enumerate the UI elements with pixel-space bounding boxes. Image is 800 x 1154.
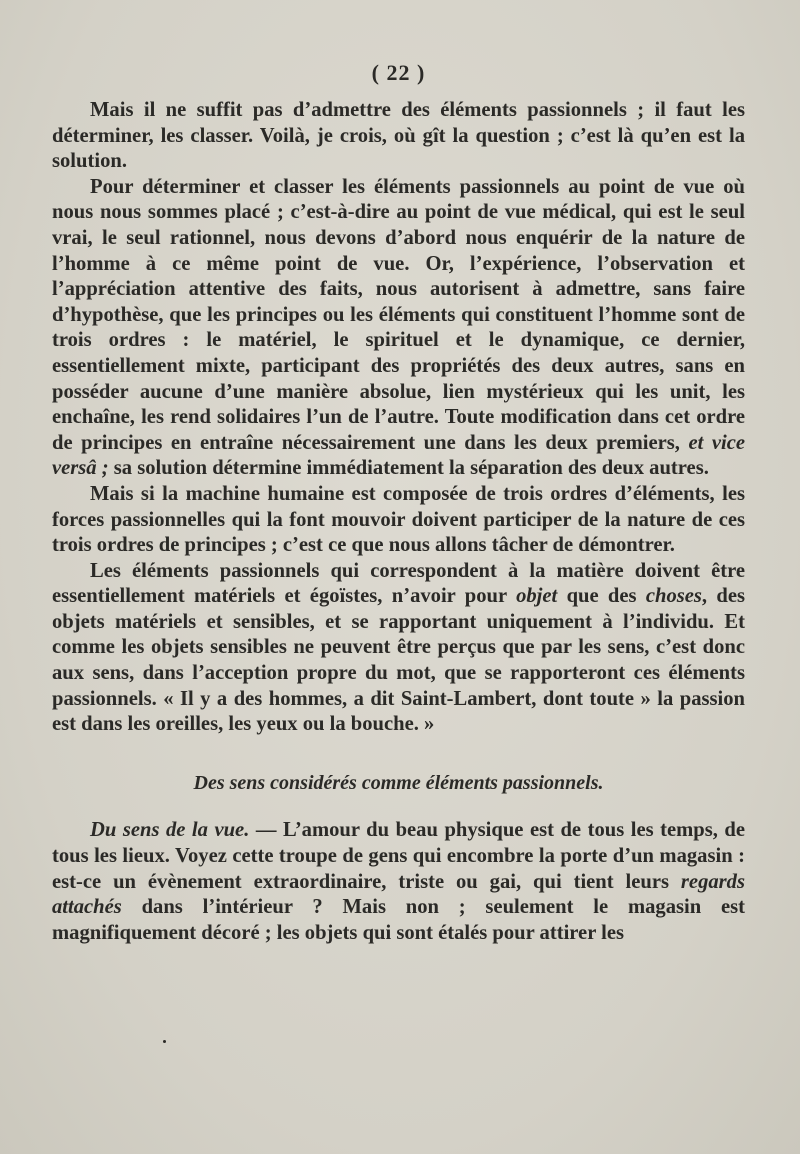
- italic-text: et vice versâ ;: [52, 431, 745, 480]
- text-run: sa solution détermine immédiatement la séparation des deux autres.: [108, 457, 709, 480]
- paragraph: [52, 175, 745, 482]
- italic-text: regards attachés: [52, 870, 745, 919]
- paragraphs-after-heading: [52, 818, 745, 946]
- paragraph: [52, 98, 745, 175]
- text-run: Mais il ne suffit pas d’admettre des éléments passionnels ; il faut les déterminer, les classer. Voilà, je crois, où gît la question ; c’est là qu’en est la solution.: [52, 99, 745, 173]
- text-run: que des: [557, 585, 646, 608]
- text-run: Mais si la machine humaine est composée de trois ordres d’éléments, les forces passionnelles qui la font mouvoir doivent participer de la nature de ces trois ordres de principes ; c’est ce que nous allons tâcher de démontrer.: [52, 482, 745, 557]
- text-run: Pour déterminer et classer les éléments passionnels au point de vue où nous nous sommes placé ; c’est-à-dire au point de vue médical, qui est le seul vrai, le seul rationnel, nous devons d’abord nous enquérir de la nature de l’homme à ce même point de vue. Or, l’expérience, l’observation et l’appréciation attentive des faits, nous autorisent à admettre, sans faire d’hypothèse, que les principes ou les éléments qui constituent l’homme sont de trois ordres : le matériel, le spirituel et le dynamique, ce dernier, essentiellement mixte, participant des propriétés des deux autres, sans en posséder aucune d’une manière absolue, lien mystérieux qui les unit, les enchaîne, les rend solidaires l’un de l’autre. Toute modification dans cet ordre de principes en entraîne nécessairement une dans les deux premiers,: [52, 175, 745, 454]
- italic-text: choses: [645, 585, 702, 608]
- text-run: Les éléments passionnels qui correspondent à la matière doivent être essentiellement matériels et égoïstes, n’avoir pour: [52, 559, 745, 608]
- text-run: , des objets matériels et sensibles, et se rapportant uniquement à l’individu. Et comme les objets sensibles ne peuvent être perçus que par les sens, c’est donc aux sens, dans l’acception propre du mot, que se rapporteront ces éléments passionnels. « Il y a des hommes, a dit Saint-Lambert, dont toute » la passion est dans les oreilles, les yeux ou la bouche. »: [52, 585, 745, 736]
- text-run: dans l’intérieur ? Mais non ; seulement le magasin est magnifiquement décoré ; les objets qui sont étalés pour attirer les: [52, 896, 745, 944]
- paragraphs-before-heading: [52, 98, 745, 738]
- paragraph: [52, 818, 745, 946]
- page-number: ( 22 ): [371, 60, 426, 85]
- ink-speck: [163, 1040, 166, 1043]
- section-heading: Des sens considérés comme éléments passionnels.: [193, 771, 604, 794]
- italic-text: objet: [516, 585, 558, 608]
- text-run: — L’amour du beau physique est de tous les temps, de tous les lieux. Voyez cette troupe de gens qui encombre la porte d’un magasin : est-ce un évènement extraordinaire, triste ou gai, qui tient leurs: [52, 819, 745, 893]
- italic-text: Du sens de la vue.: [90, 819, 250, 842]
- paragraph: [52, 482, 745, 559]
- paragraph: [52, 559, 745, 738]
- body-text: [52, 98, 745, 946]
